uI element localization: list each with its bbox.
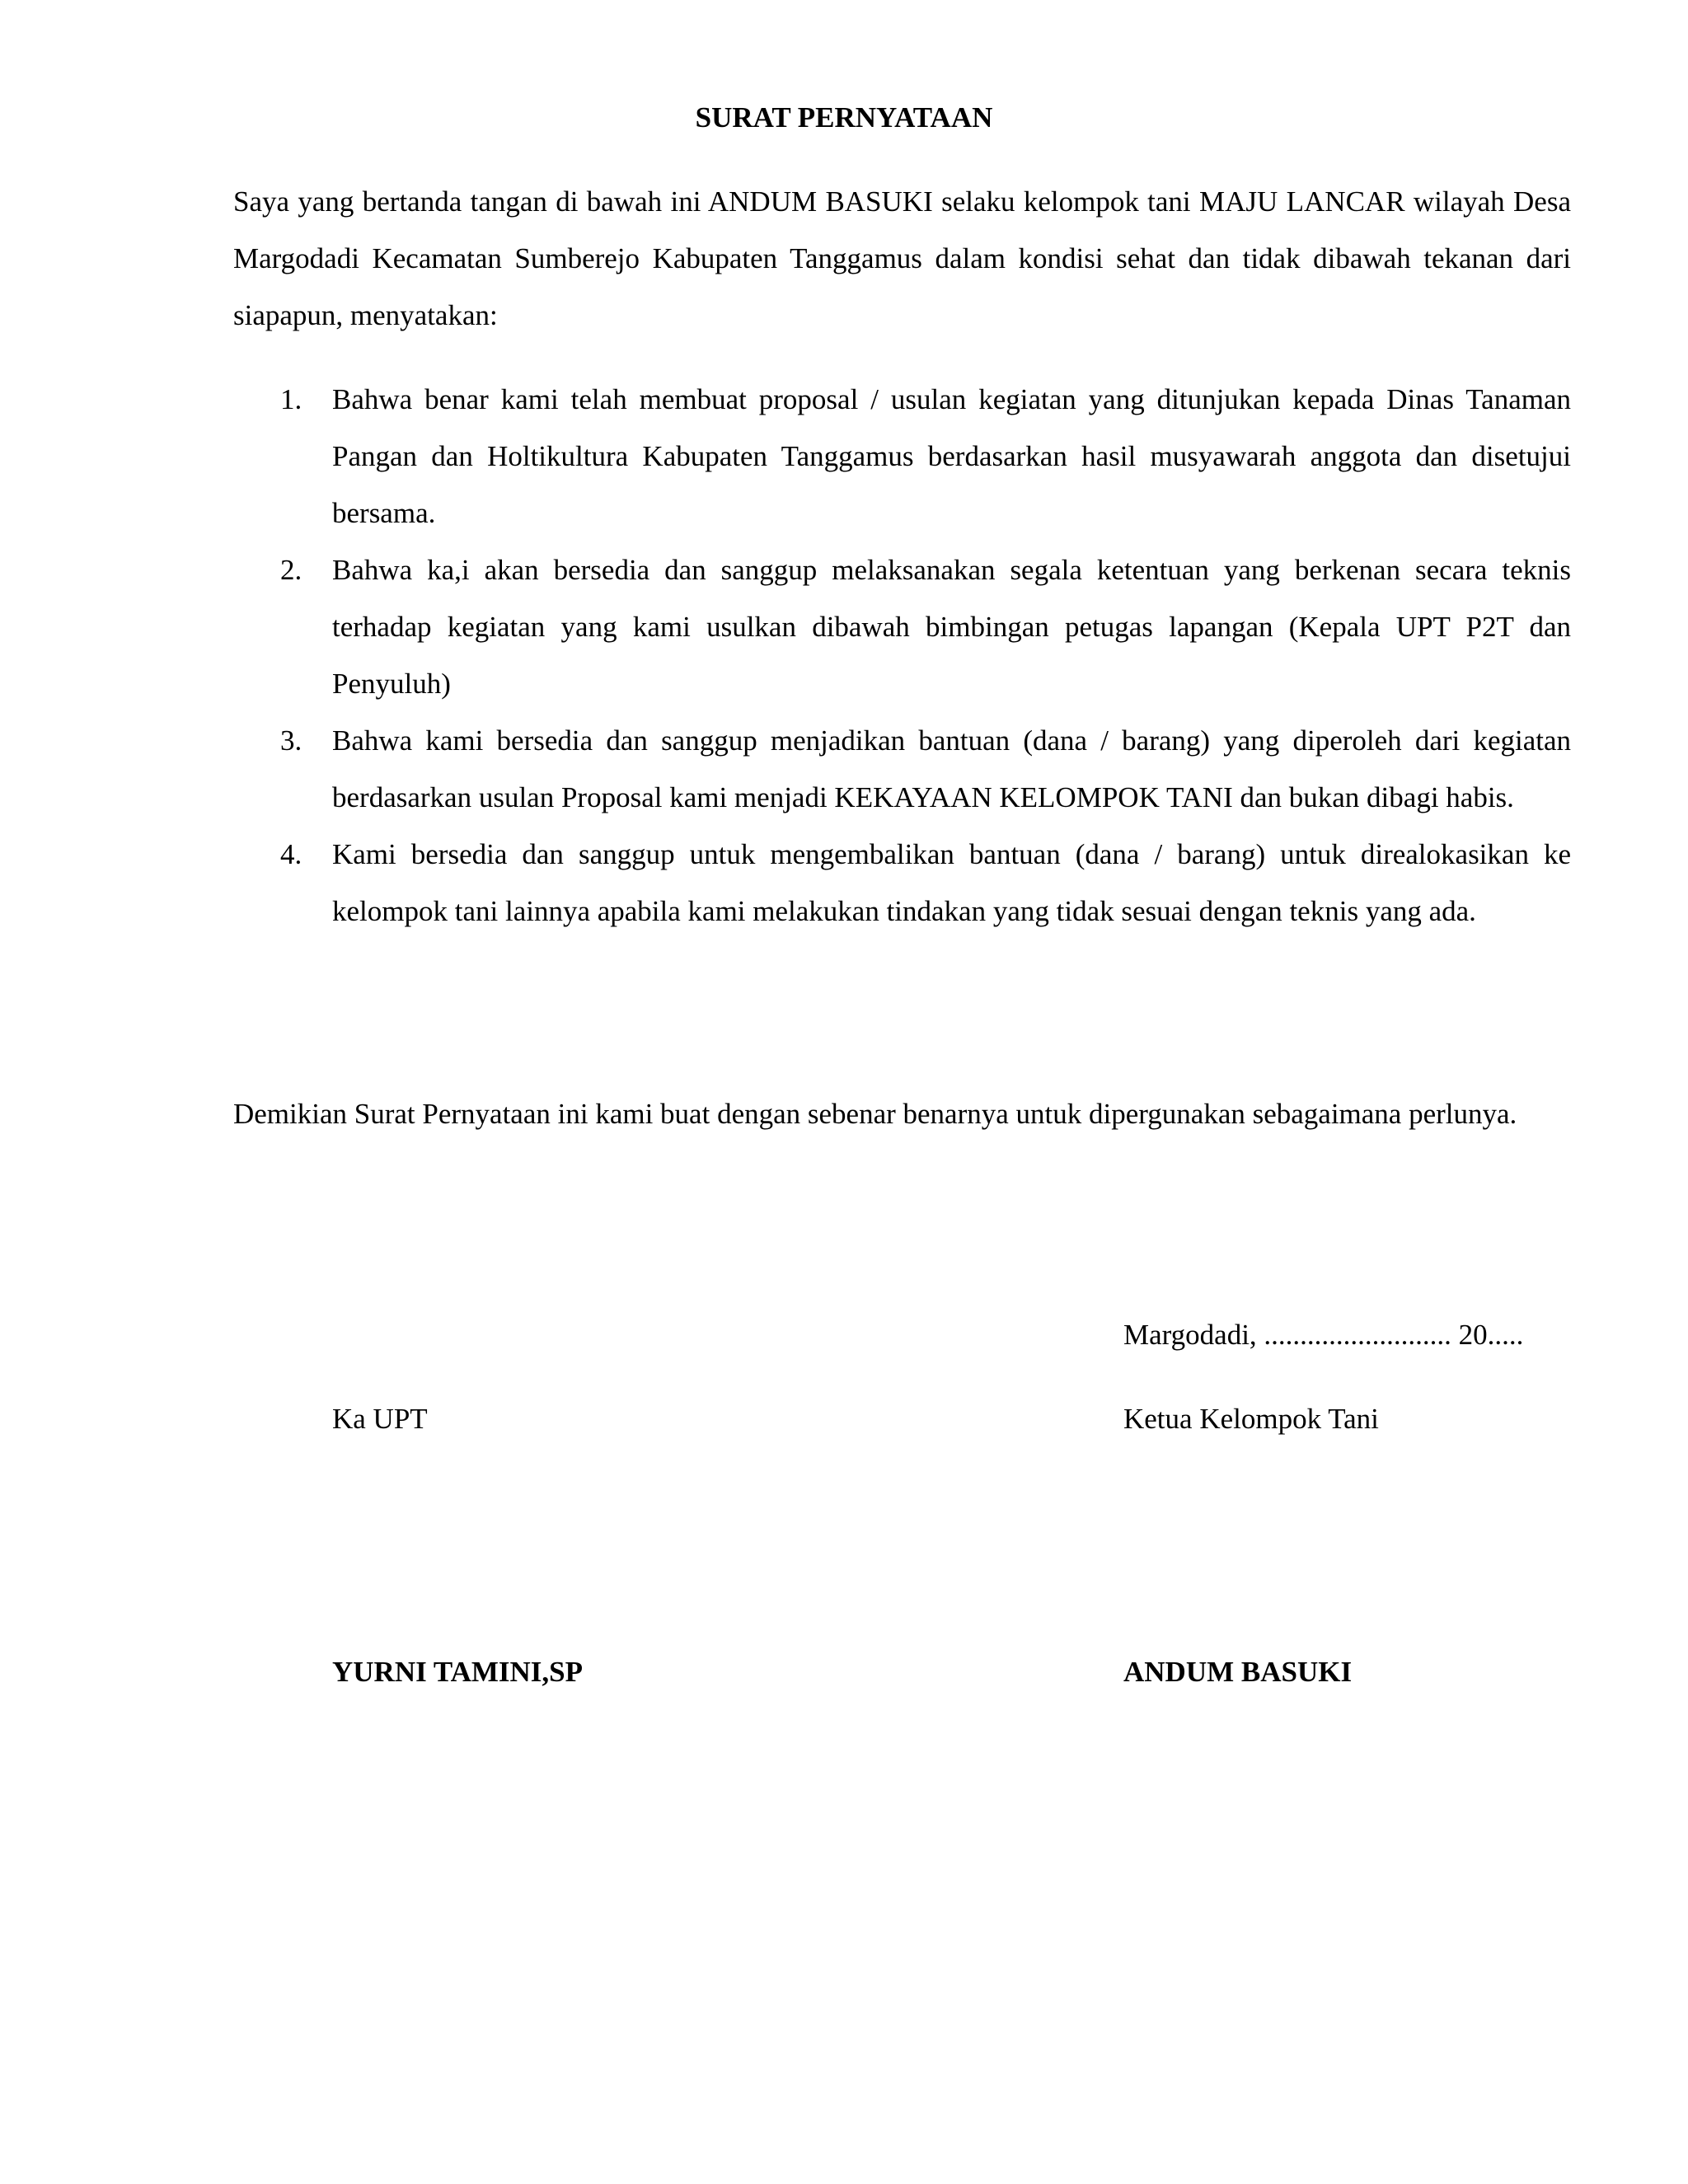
document-title: SURAT PERNYATAAN xyxy=(695,101,993,134)
statement-item xyxy=(233,541,1571,712)
left-signatory-role: Ka UPT xyxy=(332,1403,428,1435)
statement-number: 4. xyxy=(280,838,302,870)
left-signatory-name: YURNI TAMINI,SP xyxy=(332,1656,584,1688)
right-signatory-name: ANDUM BASUKI xyxy=(1123,1656,1353,1688)
statement-text: Bahwa benar kami telah membuat proposal / usulan kegiatan yang ditunjukan kepada Dinas Tanaman Pangan dan Holtikultura Kabupaten Tanggamus berdasarkan hasil musyawarah anggota dan disetujui bersama. xyxy=(332,383,1571,529)
statement-text: Bahwa kami bersedia dan sanggup menjadikan bantuan (dana / barang) yang diperoleh dari kegiatan berdasarkan usulan Proposal kami menjadi KEKAYAAN KELOMPOK TANI dan bukan dibagi habis. xyxy=(332,724,1571,813)
statement-item xyxy=(233,712,1571,826)
statement-list xyxy=(233,371,1571,940)
right-signatory-role: Ketua Kelompok Tani xyxy=(1123,1403,1379,1435)
statement-item xyxy=(233,371,1571,541)
statement-number: 1. xyxy=(280,383,302,415)
statement-text: Bahwa ka,i akan bersedia dan sanggup melaksanakan segala ketentuan yang berkenan secara teknis terhadap kegiatan yang kami usulkan dibawah bimbingan petugas lapangan (Kepala UPT P2T dan Penyuluh) xyxy=(332,554,1571,700)
intro-paragraph: Saya yang bertanda tangan di bawah ini ANDUM BASUKI selaku kelompok tani MAJU LANCAR wilayah Desa Margodadi Kecamatan Sumberejo Kabupaten Tanggamus dalam kondisi sehat dan tidak dibawah tekanan dari siapapun, menyatakan: xyxy=(233,185,1571,331)
statement-text: Kami bersedia dan sanggup untuk mengembalikan bantuan (dana / barang) untuk direalokasikan ke kelompok tani lainnya apabila kami melakukan tindakan yang tidak sesuai dengan teknis yang ada. xyxy=(332,838,1571,927)
place-date-line: Margodadi, .......................... 20..... xyxy=(1123,1319,1524,1351)
statement-number: 3. xyxy=(280,724,302,757)
statement-number: 2. xyxy=(280,554,302,586)
closing-paragraph: Demikian Surat Pernyataan ini kami buat dengan sebenar benarnya untuk dipergunakan sebagaimana perlunya. xyxy=(233,1098,1517,1130)
statement-item xyxy=(233,826,1571,940)
